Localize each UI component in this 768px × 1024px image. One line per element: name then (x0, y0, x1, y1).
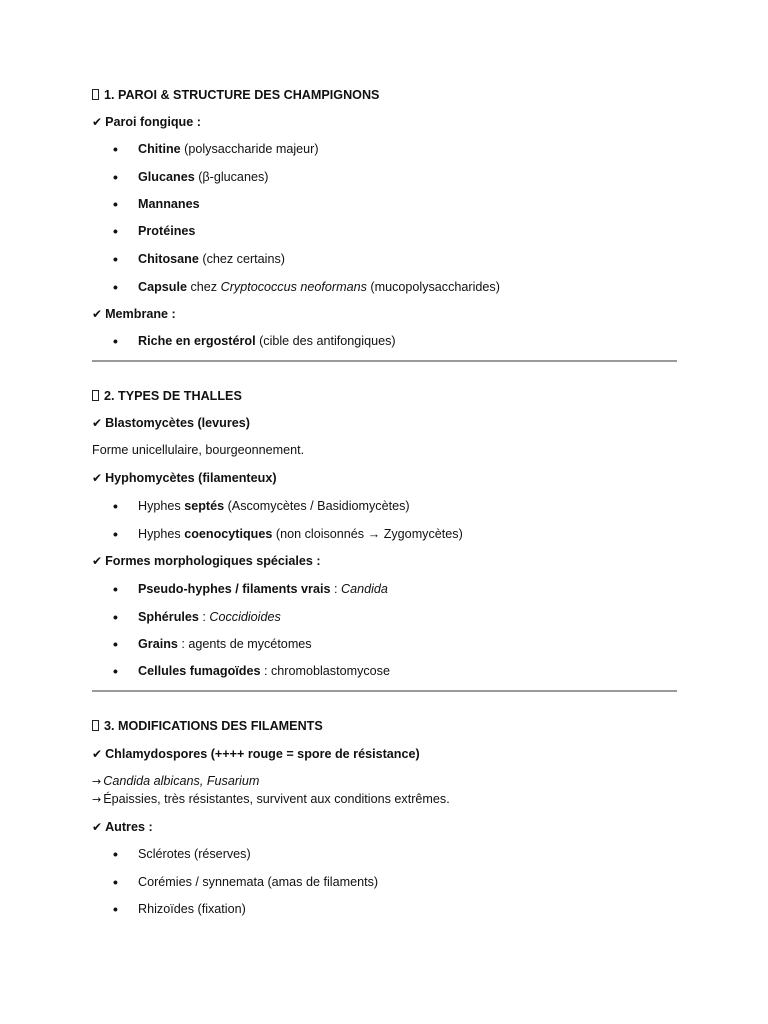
checkmark-icon: ✔ (92, 416, 103, 430)
chlamy-properties (92, 790, 677, 808)
blasto-description: Forme unicellulaire, bourgeonnement. (92, 443, 305, 457)
missing-glyph-icon (92, 390, 99, 401)
item-italic: Coccidioides (209, 610, 281, 624)
item-text: : (260, 664, 271, 678)
section-3-heading (92, 717, 677, 735)
section-1-heading-text: 1. PAROI & STRUCTURE DES CHAMPIGNONS (104, 88, 380, 102)
autres-label (92, 818, 677, 836)
hypho-label-text: Hyphomycètes (filamenteux) (105, 471, 277, 485)
item-bold: septés (184, 499, 225, 513)
item-bold: Riche en ergostérol (138, 334, 256, 348)
item-text: Hyphes (138, 499, 185, 513)
bullet-icon: • (113, 169, 118, 185)
section-2-heading-text: 2. TYPES DE THALLES (104, 389, 242, 403)
hypho-list (92, 497, 677, 543)
list-item (92, 195, 677, 213)
bullet-icon: • (113, 874, 118, 890)
checkmark-icon: ✔ (92, 554, 103, 568)
paroi-label-text: Paroi fongique : (105, 115, 201, 129)
bullet-icon: • (113, 333, 118, 349)
item-italic: Candida (340, 582, 388, 596)
chlamy-examples (92, 772, 677, 790)
paroi-list (92, 140, 677, 296)
list-item (92, 845, 677, 863)
checkmark-icon: ✔ (92, 307, 103, 321)
item-text: : (198, 610, 210, 624)
section-divider (92, 690, 677, 692)
list-item (92, 250, 677, 268)
bullet-icon: • (113, 141, 118, 157)
document-page (92, 85, 677, 918)
list-item (92, 497, 677, 515)
section-3-heading-text: 3. MODIFICATIONS DES FILAMENTS (104, 719, 323, 733)
formes-label-text: Formes morphologiques spéciales : (105, 554, 321, 568)
bullet-icon: • (113, 609, 118, 625)
item-text: chromoblastomycose (270, 664, 390, 678)
membrane-label-text: Membrane : (105, 307, 176, 321)
item-text: : (177, 637, 189, 651)
section-divider (92, 360, 677, 362)
checkmark-icon: ✔ (92, 820, 103, 834)
paroi-label (92, 113, 677, 131)
item-text: (β-glucanes) (194, 170, 269, 184)
bullet-icon: • (113, 901, 118, 917)
checkmark-icon: ✔ (92, 747, 103, 761)
bullet-icon: • (113, 498, 118, 514)
item-text: (mucopolysaccharides) (366, 280, 500, 294)
formes-list (92, 580, 677, 680)
bullet-icon: • (113, 223, 118, 239)
item-bold: Sphérules (138, 610, 199, 624)
blasto-label-text: Blastomycètes (levures) (105, 416, 250, 430)
list-item (92, 873, 677, 891)
item-bold: coenocytiques (184, 527, 273, 541)
checkmark-icon: ✔ (92, 471, 103, 485)
missing-glyph-icon (92, 720, 99, 731)
arrow-icon: → (92, 775, 102, 788)
bullet-icon: • (113, 196, 118, 212)
item-bold: Pseudo-hyphes / filaments vrais (138, 582, 331, 596)
item-text: Rhizoïdes (fixation) (138, 902, 246, 916)
item-text: chez (187, 280, 221, 294)
list-item (92, 278, 677, 296)
bullet-icon: • (113, 581, 118, 597)
formes-label (92, 552, 677, 570)
item-bold: Mannanes (138, 197, 200, 211)
hypho-label (92, 469, 677, 487)
bullet-icon: • (113, 663, 118, 679)
item-text: agents de mycétomes (188, 637, 312, 651)
item-text: (Ascomycètes / Basidiomycètes) (224, 499, 410, 513)
bullet-icon: • (113, 251, 118, 267)
item-bold: Grains (138, 637, 178, 651)
item-text: : (330, 582, 341, 596)
autres-label-text: Autres : (105, 820, 153, 834)
list-item (92, 168, 677, 186)
item-text: (cible des antifongiques) (255, 334, 396, 348)
checkmark-icon: ✔ (92, 115, 103, 129)
list-item (92, 635, 677, 653)
item-text: (polysaccharide majeur) (180, 142, 319, 156)
item-text: Corémies / synnemata (amas de filaments) (138, 875, 379, 889)
list-item (92, 580, 677, 598)
item-text: Hyphes (138, 527, 185, 541)
membrane-label (92, 305, 677, 323)
bullet-icon: • (113, 846, 118, 862)
item-text: Sclérotes (réserves) (138, 847, 251, 861)
item-bold: Chitine (138, 142, 181, 156)
section-2-heading (92, 387, 677, 405)
item-text: (chez certains) (198, 252, 285, 266)
list-item (92, 608, 677, 626)
chlamy-label-text: Chlamydospores (++++ rouge = spore de résistance) (105, 747, 420, 761)
arrow-icon: → (92, 793, 102, 806)
item-bold: Chitosane (138, 252, 199, 266)
list-item (92, 662, 677, 680)
missing-glyph-icon (92, 89, 99, 100)
item-bold: Capsule (138, 280, 187, 294)
list-item (92, 900, 677, 918)
bullet-icon: • (113, 526, 118, 542)
chlamy-properties-text: Épaissies, très résistantes, survivent aux conditions extrêmes. (103, 792, 450, 806)
list-item (92, 332, 677, 350)
list-item (92, 222, 677, 240)
autres-list (92, 845, 677, 918)
item-italic: Cryptococcus neoformans (220, 280, 367, 294)
list-item (92, 140, 677, 158)
section-1-heading (92, 86, 677, 104)
blasto-label (92, 414, 677, 432)
item-text: (non cloisonnés → Zygomycètes) (272, 527, 463, 541)
item-bold: Protéines (138, 224, 196, 238)
bullet-icon: • (113, 279, 118, 295)
chlamy-label (92, 745, 677, 763)
bullet-icon: • (113, 636, 118, 652)
list-item (92, 525, 677, 543)
membrane-list (92, 332, 677, 350)
item-bold: Cellules fumagoïdes (138, 664, 261, 678)
chlamy-examples-text: Candida albicans, Fusarium (103, 774, 260, 788)
item-bold: Glucanes (138, 170, 195, 184)
